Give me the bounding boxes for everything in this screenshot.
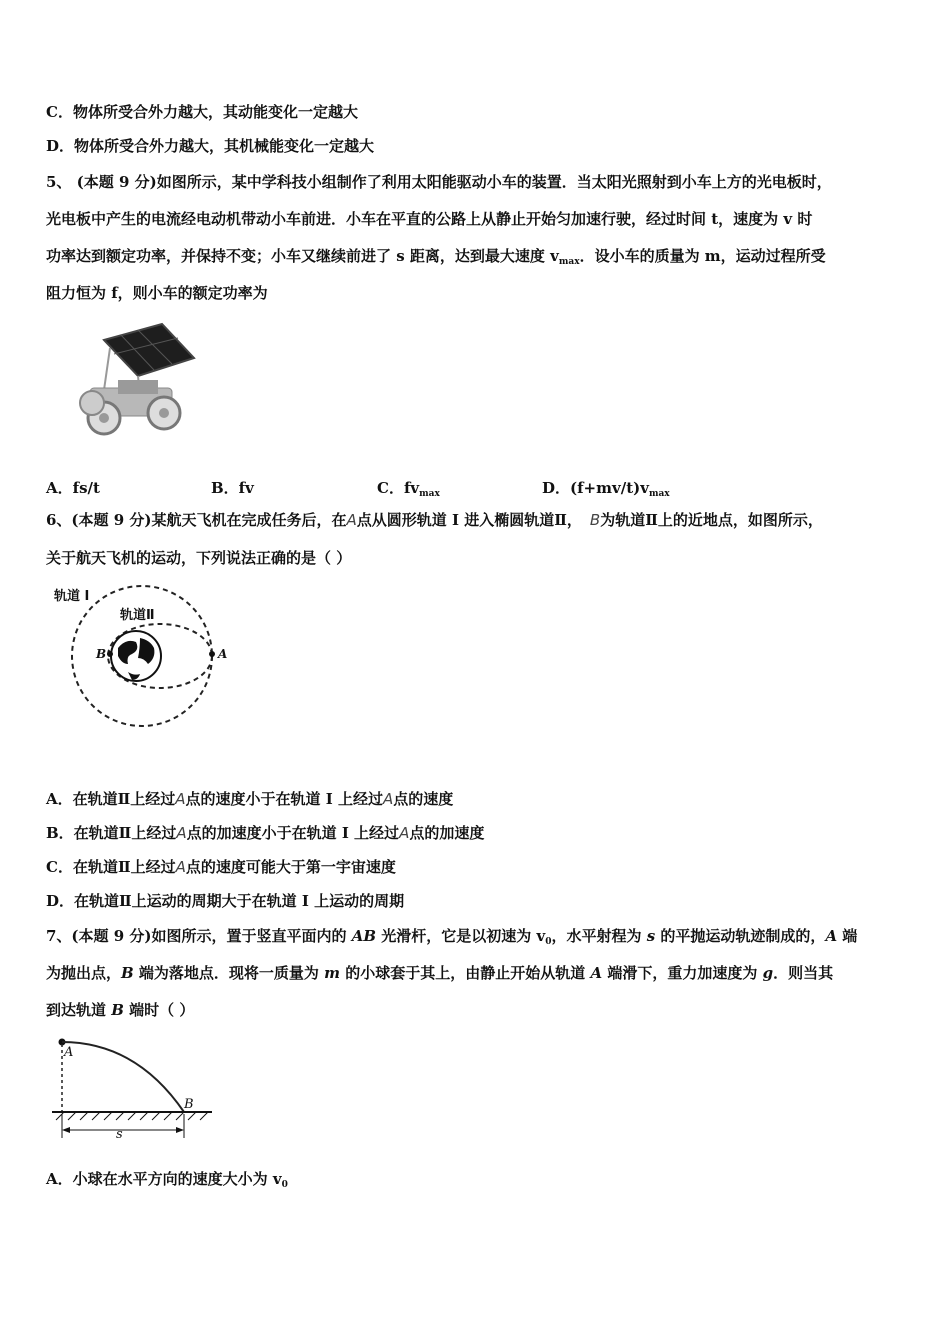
point-a-dot [209,651,215,657]
solar-car-figure [74,318,196,440]
q6-option-c: C．在轨道Ⅱ上经过A点的速度可能大于第一宇宙速度 [46,858,396,876]
q5-stem-line4: 阻力恒为 f，则小车的额定功率为 [46,284,268,302]
q5-option-d: D．$(f+mv/t)v_{max}$ [542,479,670,499]
q5-stem-line1: 5、 (本题 9 分)如图所示，某中学科技小组制作了利用太阳能驱动小车的装置．当太阳光照射到小车上方的光电板时， [46,173,832,191]
q6-option-b: B．在轨道Ⅱ上经过A点的加速度小于在轨道 I 上经过A点的加速度 [46,824,485,842]
q7-stem-line3: 到达轨道 B 端时（ ） [46,1001,195,1019]
orbit-2-label: 轨道Ⅱ [120,608,155,623]
q5-option-a: A．fs/t [46,479,100,497]
q6-option-d: D．在轨道Ⅱ上运动的周期大于在轨道 I 上运动的周期 [46,892,405,910]
q5-option-c: C．$fv_{max}$ [377,479,440,499]
trajectory-figure [46,1034,216,1144]
q5-option-b: B．fv [211,479,254,497]
orbit-figure [44,582,230,742]
point-b-label: B [184,1097,194,1112]
range-s-label: s [116,1127,123,1142]
q7-stem-line1: 7、(本题 9 分)如图所示，置于竖直平面内的 AB 光滑杆，它是以初速为 $v_0$，水平射程为 s 的平抛运动轨迹制成的，A 端 [46,927,858,947]
point-b-label: B [96,647,107,661]
q7-option-a: A．小球在水平方向的速度大小为 $v_0$ [46,1170,288,1190]
q5-stem-line3: 功率达到额定功率，并保持不变；小车又继续前进了 s 距离，达到最大速度 $v_{max}$．设小车的质量为 m，运动过程所受 [46,247,826,267]
ground-hatching [56,1112,208,1120]
point-b-dot [107,651,113,657]
q6-stem-line1: 6、(本题 9 分)某航天飞机在完成任务后，在A点从圆形轨道 I 进入椭圆轨道Ⅱ， B为轨道Ⅱ上的近地点，如图所示， [46,511,823,529]
q4-option-c: C．物体所受合外力越大，其动能变化一定越大 [46,103,358,121]
solar-panel [104,324,194,376]
q7-stem-line2: 为抛出点，B 端为落地点．现将一质量为 m 的小球套于其上，由静止开始从轨道 A 端滑下，重力加速度为 g．则当其 [46,964,834,982]
q5-stem-line2: 光电板中产生的电流经电动机带动小车前进．小车在平直的公路上从静止开始匀加速行驶，经过时间 t，速度为 v 时 [46,210,813,228]
point-a-label: A [64,1045,74,1060]
q6-stem-line2: 关于航天飞机的运动，下列说法正确的是（ ） [46,549,352,567]
earth-icon [111,631,161,681]
q4-option-d: D．物体所受合外力越大，其机械能变化一定越大 [46,137,375,155]
point-a-label: A [218,647,228,661]
orbit-1-label: 轨道 I [54,589,90,604]
trajectory-curve [62,1042,184,1112]
q6-option-a: A．在轨道Ⅱ上经过A点的速度小于在轨道 I 上经过A点的速度 [46,790,454,808]
